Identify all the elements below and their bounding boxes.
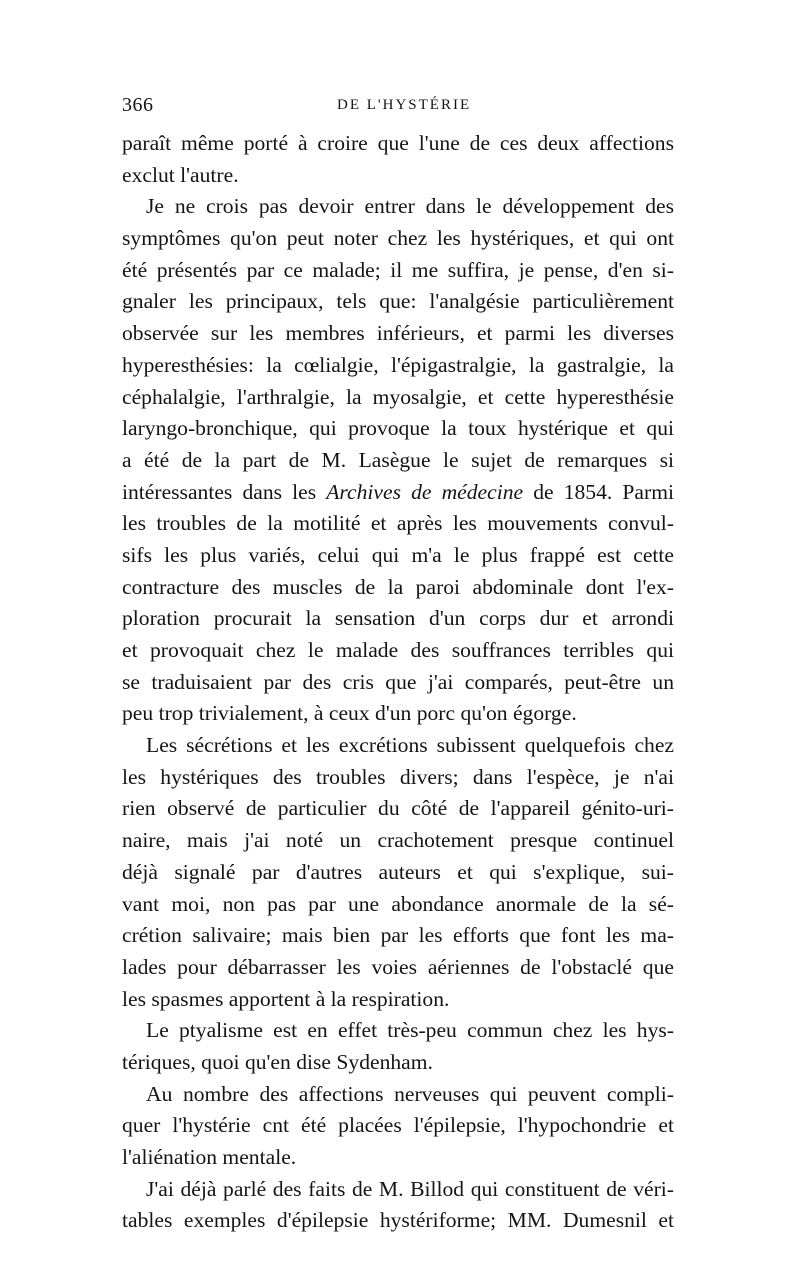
text-line: gnaler les principaux, tels que: l'analgésie particulièrement [122, 289, 674, 314]
text-line: tables exemples d'épilepsie hystériforme; MM. Dumesnil et [122, 1208, 674, 1233]
text-line: déjà signalé par d'autres auteurs et qui s'explique, sui- [122, 859, 674, 884]
text-line: été présentés par ce malade; il me suffira, je pense, d'en si- [122, 257, 674, 282]
text-line: laryngo-bronchique, qui provoque la toux hystérique et qui [122, 416, 674, 441]
text-line: ploration procurait la sensation d'un corps dur et arrondi [122, 606, 674, 631]
text-line: observée sur les membres inférieurs, et parmi les diverses [122, 321, 674, 346]
page-header [122, 94, 674, 122]
text-line-with-citation [122, 477, 674, 509]
text-line: naire, mais j'ai noté un crachotement presque continuel [122, 828, 674, 853]
text-line: lades pour débarrasser les voies aériennes de l'obstaclé que [122, 954, 674, 979]
text-line: contracture des muscles de la paroi abdominale dont l'ex- [122, 574, 674, 599]
text-line: vant moi, non pas par une abondance anormale de la sé- [122, 891, 674, 916]
text-line: exclut l'autre. [122, 162, 239, 187]
text-line: les troubles de la motilité et après les mouvements convul- [122, 511, 674, 536]
text-line: sifs les plus variés, celui qui m'a le plus frappé est cette [122, 542, 674, 567]
text-line: crétion salivaire; mais bien par les efforts que font les ma- [122, 923, 674, 948]
text-line: l'aliénation mentale. [122, 1145, 297, 1169]
text-line: céphalalgie, l'arthralgie, la myosalgie, et cette hyperesthésie [122, 384, 674, 409]
journal-title: Archives de médecine [326, 479, 524, 504]
text-line: hyperesthésies: la cœlialgie, l'épigastralgie, la gastralgie, la [122, 352, 674, 377]
text-line: les spasmes apportent à la respiration. [122, 986, 450, 1011]
page-number: 366 [122, 94, 154, 116]
line-text-before: intéressantes dans les [122, 479, 327, 504]
paragraph-start-line: Le ptyalisme est en effet très-peu commun chez les hys- [146, 1018, 674, 1043]
text-line: et provoquait chez le malade des souffrances terribles qui [122, 638, 674, 662]
text-line: symptômes qu'on peut noter chez les hystériques, et qui ont [122, 226, 674, 251]
text-line: rien observé de particulier du côté de l'appareil génito-uri- [122, 796, 674, 821]
text-line: a été de la part de M. Lasègue le sujet de remarques si [122, 447, 674, 472]
text-line: se traduisaient par des cris que j'ai comparés, peut-être un [122, 669, 674, 694]
paragraph-start-line: Je ne crois pas devoir entrer dans le développement des [146, 194, 674, 219]
line-text-after: de 1854. Parmi [523, 479, 674, 504]
paragraph-start-line: Au nombre des affections nerveuses qui peuvent compli- [146, 1081, 674, 1106]
text-line: paraît même porté à croire que l'une de ces deux affections [122, 131, 674, 155]
paragraph-start-line: J'ai déjà parlé des faits de M. Billod qui constituent de véri- [146, 1176, 674, 1201]
text-line: quer l'hystérie cnt été placées l'épilepsie, l'hypochondrie et [122, 1113, 674, 1138]
text-line: peu trop trivialement, à ceux d'un porc qu'on égorge. [122, 701, 577, 726]
paragraph-start-line: Les sécrétions et les excrétions subissent quelquefois chez [146, 733, 674, 758]
running-head: DE L'HYSTÉRIE [337, 97, 472, 113]
text-line: les hystériques des troubles divers; dans l'espèce, je n'ai [122, 764, 674, 789]
body-text [122, 128, 674, 1237]
text-line: tériques, quoi qu'en dise Sydenham. [122, 1049, 433, 1074]
